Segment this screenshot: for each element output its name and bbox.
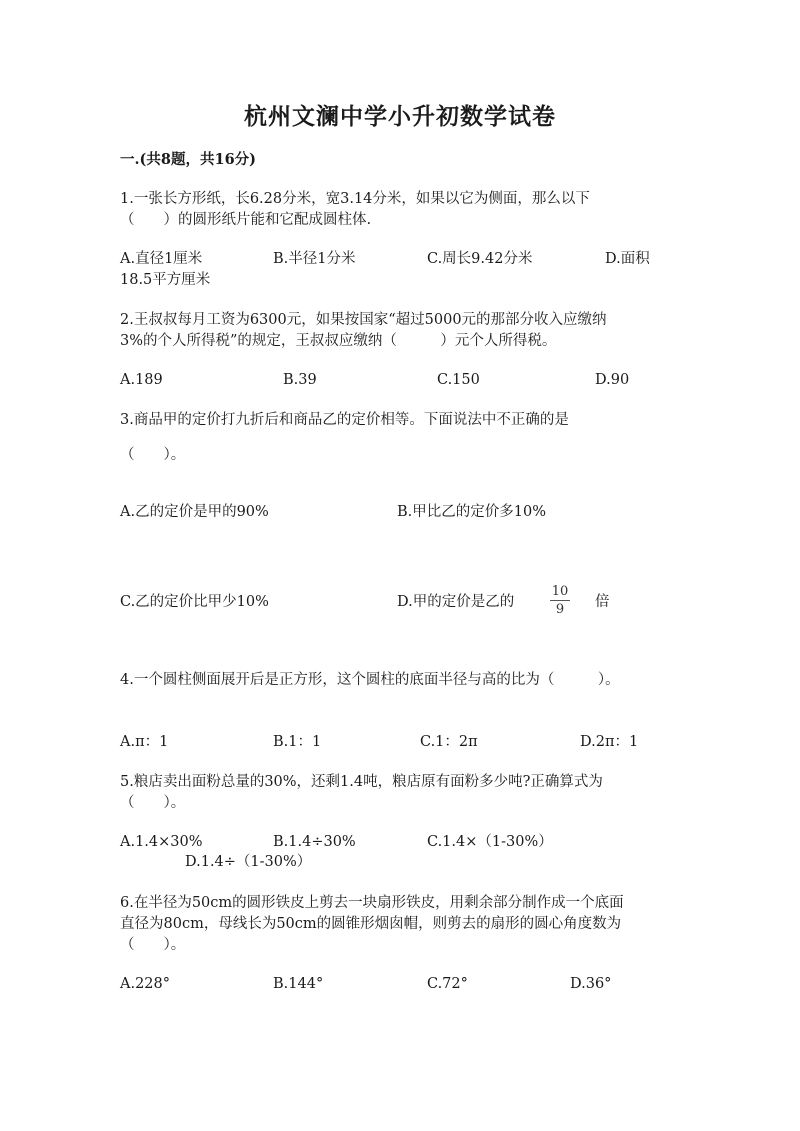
q3-option-d: D.甲的定价是乙的 (397, 594, 515, 610)
q5-option-c: C.1.4×（1-30%） (427, 834, 553, 850)
q4-option-d: D.2π：1 (580, 734, 639, 750)
q4-option-c: C.1：2π (420, 734, 478, 750)
fraction-denominator: 9 (555, 602, 565, 617)
fraction-bar (550, 600, 570, 601)
q5-option-b: B.1.4÷30% (273, 834, 356, 850)
q1-option-d-cont: 18.5平方厘米 (120, 272, 211, 288)
q3-option-d-suffix: 倍 (595, 594, 610, 610)
q5-option-d: D.1.4÷（1-30%） (185, 854, 312, 870)
q6-stem-line1: 6.在半径为50cm的圆形铁皮上剪去一块扇形铁皮，用剩余部分制作成一个底面 (120, 895, 624, 911)
q6-option-d: D.36° (570, 976, 612, 992)
q3-stem-line1: 3.商品甲的定价打九折后和商品乙的定价相等。下面说法中不正确的是 (120, 412, 569, 428)
q2-stem-line1: 2.王叔叔每月工资为6300元，如果按国家“超过5000元的那部分收入应缴纳 (120, 312, 607, 328)
q6-stem-line2: 直径为80cm，母线长为50cm的圆锥形烟囱帽，则剪去的扇形的圆心角度数为 (120, 916, 622, 932)
q2-stem-line2: 3%的个人所得税”的规定，王叔叔应缴纳（ ）元个人所得税。 (120, 333, 557, 349)
q2-option-c: C.150 (437, 372, 480, 388)
q5-option-a: A.1.4×30% (120, 834, 203, 850)
exam-title: 杭州文澜中学小升初数学试卷 (244, 103, 556, 130)
q2-option-a: A.189 (120, 372, 163, 388)
q3-stem-line2: （ ）。 (120, 447, 186, 463)
q6-option-b: B.144° (273, 976, 324, 992)
fraction-ten-ninths (550, 585, 570, 617)
q1-option-d: D.面积 (605, 251, 650, 267)
q1-option-a: A.直径1厘米 (120, 251, 203, 267)
q6-stem-line3: （ ）。 (120, 937, 186, 953)
q6-option-c: C.72° (427, 976, 468, 992)
q2-option-b: B.39 (283, 372, 317, 388)
q4-option-b: B.1：1 (273, 734, 322, 750)
q3-option-c: C.乙的定价比甲少10% (120, 594, 269, 610)
q5-stem-line1: 5.粮店卖出面粉总量的30%，还剩1.4吨，粮店原有面粉多少吨?正确算式为 (120, 774, 603, 790)
q2-option-d: D.90 (595, 372, 630, 388)
q3-option-b: B.甲比乙的定价多10% (397, 504, 546, 520)
q4-stem-line1: 4.一个圆柱侧面展开后是正方形，这个圆柱的底面半径与高的比为（ ）。 (120, 672, 620, 688)
q1-option-b: B.半径1分米 (273, 251, 356, 267)
q1-option-c: C.周长9.42分米 (427, 251, 533, 267)
q3-option-a: A.乙的定价是甲的90% (120, 504, 269, 520)
section-heading: 一.(共8题，共16分) (120, 151, 257, 168)
q6-option-a: A.228° (120, 976, 171, 992)
q5-stem-line2: （ ）。 (120, 795, 186, 811)
q1-stem-line2: （ ）的圆形纸片能和它配成圆柱体. (120, 212, 372, 228)
q4-option-a: A.π：1 (120, 734, 169, 750)
q1-stem-line1: 1.一张长方形纸，长6.28分米，宽3.14分米，如果以它为侧面，那么以下 (120, 191, 590, 207)
fraction-numerator: 10 (551, 584, 569, 599)
